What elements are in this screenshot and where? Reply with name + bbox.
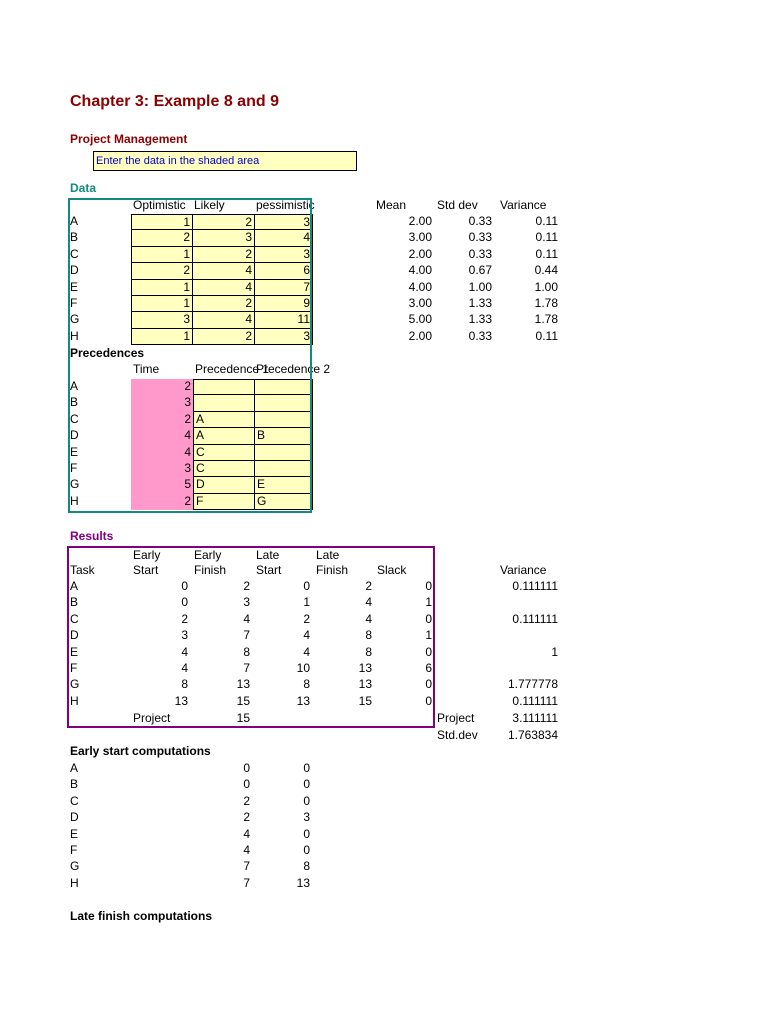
data-input-border [68,198,312,513]
result-value: 8 [181,677,188,692]
precedence-1-cell[interactable]: C [193,445,255,461]
early-start-value: 0 [303,843,310,857]
task-label: C [70,411,79,426]
time-cell[interactable]: 4 [131,445,193,461]
task-label: A [70,579,79,593]
precedence-2-cell[interactable]: E [255,477,313,493]
variance-value: 0.11 [535,214,558,228]
estimate-cell[interactable]: 2 [131,230,193,246]
estimate-cell[interactable]: 2 [193,214,255,230]
result-value: 8 [365,628,372,643]
task-label: D [70,810,79,825]
results-header: Variance [500,563,547,577]
data-column-header: Optimistic [133,198,186,212]
result-value: 0 [425,579,432,593]
estimate-cell[interactable]: 2 [193,296,255,312]
section-subtitle: Project Management [70,132,188,146]
std-dev-value: 0.33 [468,328,492,343]
results-header: Finish [316,563,349,577]
task-label: F [70,461,78,475]
result-value: 7 [243,628,250,643]
mean-value: 2.00 [408,328,432,343]
task-label: D [70,628,79,643]
precedence-1-cell[interactable]: F [193,494,255,510]
task-label: B [70,777,79,792]
result-value: 0 [425,677,432,692]
result-value: 0 [181,595,188,610]
task-label: F [70,661,78,675]
results-header: Start [256,563,282,577]
task-label: C [70,793,79,808]
variance-value: 1.00 [534,279,558,294]
early-start-value: 7 [243,875,250,890]
estimate-cell[interactable]: 2 [131,263,193,279]
estimate-cell[interactable]: 1 [131,296,193,312]
task-label: D [70,263,79,278]
results-section-label: Results [70,529,114,543]
results-header: Start [133,563,159,577]
result-value: 2 [365,579,372,593]
task-label: H [70,493,79,508]
task-label: B [70,230,79,245]
task-label: H [70,693,79,708]
result-value: 3 [243,595,250,610]
early-start-value: 4 [243,826,250,841]
result-value: 4 [303,644,310,659]
result-value: 0 [425,693,432,708]
result-value: 13 [358,677,372,692]
variance-value: 1.78 [534,312,558,327]
estimate-cell[interactable]: 4 [255,230,313,246]
early-start-value: 0 [303,777,310,792]
std-dev-value: 1.33 [468,296,492,310]
time-cell[interactable]: 5 [131,477,193,493]
task-label: C [70,611,79,626]
estimate-cell[interactable]: 3 [255,247,313,263]
estimate-cell[interactable]: 4 [193,263,255,279]
result-value: 6 [425,661,432,675]
early-start-value: 2 [243,793,250,808]
task-label: G [70,312,80,327]
result-value: 4 [365,595,372,610]
task-label: B [70,595,79,610]
precedence-1-cell[interactable]: D [193,477,255,493]
precedence-1-cell[interactable]: C [193,461,255,477]
estimate-cell[interactable]: 4 [193,280,255,296]
task-label: H [70,328,79,343]
estimate-cell[interactable]: 4 [193,312,255,328]
result-variance: 0.111111 [512,693,558,708]
mean-value: 3.00 [408,296,432,310]
estimate-cell[interactable]: 3 [255,329,313,345]
early-start-value: 0 [303,826,310,841]
mean-value: 5.00 [408,312,432,327]
result-value: 2 [303,611,310,626]
data-section-label: Data [70,181,97,195]
result-value: 15 [358,693,372,708]
estimate-cell[interactable]: 2 [193,247,255,263]
variance-value: 0.44 [534,263,558,278]
mean-value: 4.00 [408,279,432,294]
std-dev-value: 1.763834 [507,728,558,742]
result-value: 13 [358,661,372,675]
precedence-header: Precedence 1 [195,362,270,376]
results-header-top: Early [194,548,222,562]
result-value: 10 [296,661,310,675]
estimate-cell[interactable]: 11 [255,312,313,328]
result-value: 0 [425,611,432,626]
result-value: 15 [236,693,250,708]
result-variance: 1 [551,644,558,659]
std-dev-label: Std.dev [437,728,478,742]
result-value: 1 [425,595,432,610]
task-label: H [70,875,79,890]
result-value: 13 [236,677,250,692]
estimate-cell[interactable]: 6 [255,263,313,279]
precedence-1-cell[interactable]: A [193,412,255,428]
task-label: E [70,826,79,841]
task-label: F [70,296,78,310]
early-start-value: 13 [296,875,310,890]
early-start-value: 8 [303,859,310,874]
task-label: A [70,761,79,775]
result-value: 2 [181,611,188,626]
estimate-cell[interactable]: 3 [193,230,255,246]
task-label: E [70,644,79,659]
result-value: 4 [303,628,310,643]
result-value: 8 [243,644,250,659]
project-duration: 15 [236,711,250,725]
mean-value: 2.00 [408,214,432,228]
result-value: 0 [303,579,310,593]
stat-column-header: Variance [500,198,547,212]
results-header-top: Late [256,548,280,562]
std-dev-value: 0.67 [468,263,492,278]
std-dev-value: 0.33 [468,246,492,261]
early-start-value: 3 [303,810,310,825]
task-label: F [70,843,78,857]
result-value: 4 [365,611,372,626]
std-dev-value: 0.33 [468,214,492,228]
time-cell[interactable]: 2 [131,412,193,428]
mean-value: 2.00 [408,246,432,261]
mean-value: 4.00 [408,263,432,278]
data-column-header: Likely [194,198,225,212]
estimate-cell[interactable]: 3 [255,214,313,230]
results-header: Slack [377,563,407,577]
project-variance-value: 3.111111 [512,711,558,725]
result-value: 0 [425,644,432,659]
result-value: 4 [181,644,188,659]
estimate-cell[interactable]: 2 [193,329,255,345]
task-label: A [70,214,79,228]
std-dev-value: 1.00 [468,279,492,294]
precedence-header: Precedence 2 [256,362,331,376]
estimate-cell[interactable]: 1 [131,214,193,230]
result-value: 3 [181,628,188,643]
project-variance-label: Project [437,711,475,725]
time-cell[interactable]: 3 [131,395,193,411]
instruction-note: Enter the data in the shaded area [93,151,357,171]
page-title: Chapter 3: Example 8 and 9 [70,93,279,110]
early-start-value: 0 [303,761,310,775]
result-value: 1 [303,595,310,610]
time-cell[interactable]: 2 [131,494,193,510]
task-label: G [70,477,80,492]
early-start-value: 4 [243,843,250,857]
estimate-cell[interactable]: 3 [131,312,193,328]
task-label: D [70,428,79,443]
variance-value: 0.11 [535,230,558,245]
data-column-header: pessimistic [256,198,315,212]
std-dev-value: 0.33 [468,230,492,245]
estimate-cell[interactable]: 1 [131,247,193,263]
precedence-2-cell[interactable]: G [255,494,313,510]
result-value: 0 [181,579,188,593]
estimate-cell[interactable]: 7 [255,280,313,296]
task-label: E [70,279,79,294]
std-dev-value: 1.33 [468,312,492,327]
time-cell[interactable]: 2 [131,379,193,395]
result-variance: 1.777778 [507,677,558,692]
early-start-value: 7 [243,859,250,874]
result-value: 13 [296,693,310,708]
task-label: G [70,677,80,692]
variance-value: 0.11 [535,328,558,343]
task-label: G [70,859,80,874]
early-start-value: 0 [303,793,310,808]
result-value: 2 [243,579,250,593]
precedence-header: Time [133,362,160,376]
mean-value: 3.00 [408,230,432,245]
early-start-value: 0 [243,777,250,792]
task-label: C [70,246,79,261]
precedence-1-cell[interactable]: A [193,428,255,444]
task-label: B [70,395,79,410]
result-value: 4 [181,661,188,675]
result-value: 13 [174,693,188,708]
variance-value: 0.11 [535,246,558,261]
results-header-top: Late [316,548,340,562]
early-start-value: 2 [243,810,250,825]
variance-value: 1.78 [534,296,558,310]
task-label: A [70,379,79,393]
result-value: 8 [303,677,310,692]
results-header: Task [70,563,95,577]
stat-column-header: Std dev [437,198,478,212]
early-start-value: 0 [243,761,250,775]
task-label: E [70,444,79,459]
time-cell[interactable]: 3 [131,461,193,477]
precedence-2-cell[interactable]: B [255,428,313,444]
estimate-cell[interactable]: 1 [131,280,193,296]
result-value: 7 [243,661,250,675]
result-value: 1 [425,628,432,643]
result-value: 8 [365,644,372,659]
results-header: Finish [194,563,227,577]
estimate-cell[interactable]: 9 [255,296,313,312]
precedences-label: Precedences [70,346,145,360]
stat-column-header: Mean [376,198,407,212]
results-header-top: Early [133,548,161,562]
result-variance: 0.111111 [512,611,558,626]
project-label: Project [133,711,171,725]
time-cell[interactable]: 4 [131,428,193,444]
estimate-cell[interactable]: 1 [131,329,193,345]
early-start-label: Early start computations [70,744,211,758]
late-finish-label: Late finish computations [70,909,213,923]
result-value: 4 [243,611,250,626]
result-variance: 0.111111 [512,579,558,593]
